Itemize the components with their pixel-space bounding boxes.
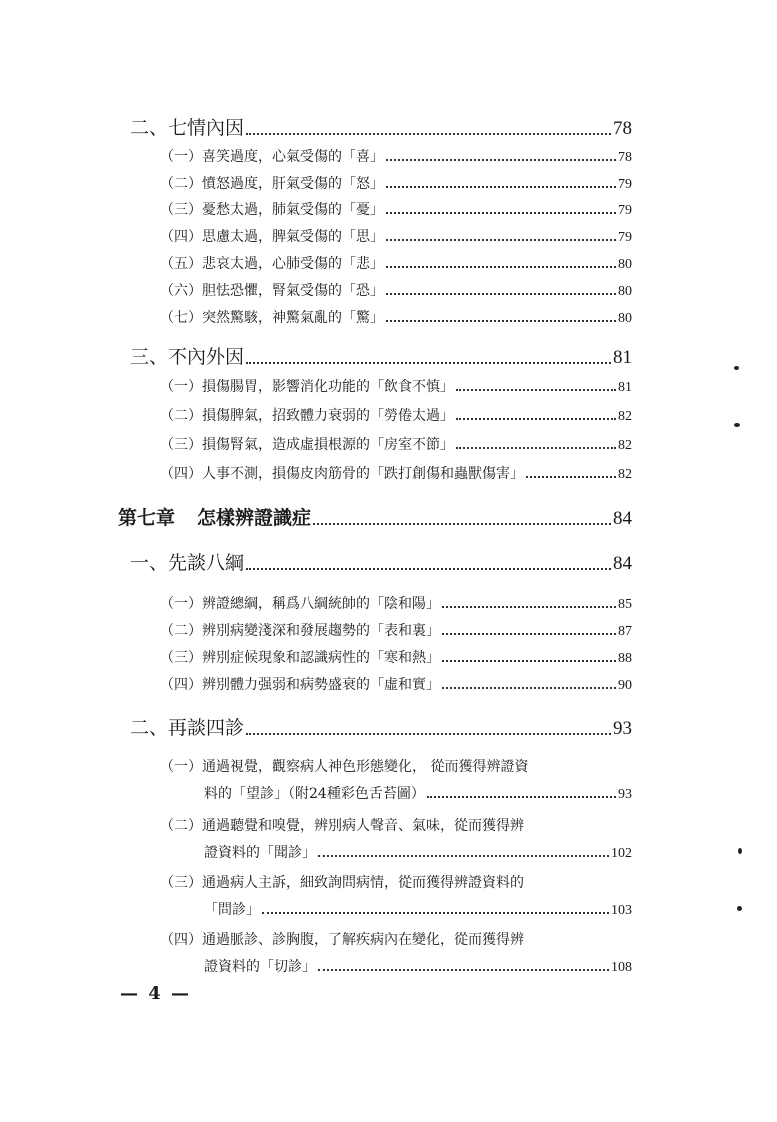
dot-leader [442, 660, 616, 662]
dot-leader [442, 606, 616, 608]
toc-chapter-seven [118, 504, 632, 530]
page-number: 78 [618, 150, 632, 165]
toc-item-line: （三）通過病人主訴，細致詢問病情，從而獲得辨證資料的 [160, 875, 524, 891]
dot-leader [386, 239, 616, 241]
page-number: 90 [618, 678, 632, 693]
toc-item [160, 226, 632, 246]
item-label: 證資料的「切診」 [204, 959, 316, 975]
item-label: 「問診」 [204, 902, 260, 918]
item-label: （七）突然驚駭，神驚氣亂的「驚」 [160, 310, 384, 326]
toc-item [204, 956, 632, 976]
toc-section-eight-principles [130, 549, 632, 575]
scan-speck [734, 423, 740, 427]
dot-leader [386, 212, 616, 214]
page-number: 102 [611, 846, 632, 861]
toc-item [160, 405, 632, 425]
dot-leader [318, 969, 609, 971]
dot-leader [442, 633, 616, 635]
page-number: 80 [618, 311, 632, 326]
item-label: （一）損傷腸胃，影響消化功能的「飲食不慎」 [160, 379, 454, 395]
dot-leader [313, 523, 611, 525]
toc-item-line: （二）通過聽覺和嗅覺，辨別病人聲音、氣味，從而獲得辨 [160, 818, 524, 834]
toc-section-four-diagnostics [130, 714, 632, 740]
scan-speck [738, 848, 742, 854]
dot-leader [262, 912, 609, 914]
dot-leader [386, 266, 616, 268]
toc-item [160, 253, 632, 273]
toc-item [160, 674, 632, 694]
dot-leader [427, 796, 616, 798]
item-label: （四）人事不測，損傷皮肉筋骨的「跌打創傷和蟲獸傷害」 [160, 466, 524, 482]
toc-item [160, 463, 632, 483]
item-label: （四）思慮太過，脾氣受傷的「思」 [160, 229, 384, 245]
dot-leader [386, 159, 616, 161]
item-label: （二）憤怒過度，肝氣受傷的「怒」 [160, 176, 384, 192]
dot-leader [386, 186, 616, 188]
page-number: 79 [618, 203, 632, 218]
page-number: 81 [618, 380, 632, 395]
toc-item [160, 376, 632, 396]
toc-item [204, 842, 632, 862]
item-label: （六）胆怯恐懼，腎氣受傷的「恐」 [160, 283, 384, 299]
page-number: 87 [618, 624, 632, 639]
dot-leader [246, 362, 611, 364]
chapter-number: 第七章 [118, 507, 176, 529]
page-number: 85 [618, 597, 632, 612]
toc-section-external-causes [130, 343, 632, 369]
dot-leader [526, 476, 616, 478]
page-number: 103 [611, 903, 632, 918]
page-number: 82 [618, 409, 632, 424]
page-number: 81 [613, 347, 632, 368]
page-number: 88 [618, 651, 632, 666]
toc-item [160, 307, 632, 327]
page-number: 82 [618, 438, 632, 453]
toc-item [204, 899, 632, 919]
toc-item [204, 783, 632, 803]
toc-item [160, 593, 632, 613]
page-number: 79 [618, 177, 632, 192]
dot-leader [246, 733, 611, 735]
toc-section-seven-emotions [130, 114, 632, 140]
item-label: （一）喜笑過度，心氣受傷的「喜」 [160, 149, 384, 165]
toc-item [160, 434, 632, 454]
item-label: （五）悲哀太過，心肺受傷的「悲」 [160, 256, 384, 272]
dot-leader [246, 568, 611, 570]
page-number: 80 [618, 257, 632, 272]
item-label: 料的「望診」（附24種彩色舌苔圖） [204, 786, 425, 802]
page-number: 79 [618, 230, 632, 245]
item-label: （一）辨證總綱，稱爲八綱統帥的「陰和陽」 [160, 596, 440, 612]
item-label: （三）辨別症候現象和認識病性的「寒和熱」 [160, 650, 440, 666]
page-number: 84 [613, 553, 632, 574]
toc-item [160, 199, 632, 219]
page-number: 80 [618, 284, 632, 299]
chapter-title: 怎樣辨證識症 [197, 507, 312, 529]
page-number: 108 [611, 960, 632, 975]
section-title: 一、先談八綱 [130, 552, 245, 574]
dot-leader [386, 320, 616, 322]
page-number: 93 [618, 787, 632, 802]
section-title: 三、不內外因 [130, 346, 245, 368]
toc-item [160, 620, 632, 640]
page-number: 82 [618, 467, 632, 482]
dot-leader [456, 389, 616, 391]
dot-leader [442, 687, 616, 689]
item-label: （二）辨別病變淺深和發展趨勢的「表和裏」 [160, 623, 440, 639]
dot-leader [456, 418, 616, 420]
item-label: （三）憂愁太過，肺氣受傷的「憂」 [160, 202, 384, 218]
dot-leader [386, 293, 616, 295]
page-folio: — 4 — [120, 983, 192, 1004]
item-label: 證資料的「聞診」 [204, 845, 316, 861]
page-number: 78 [613, 118, 632, 139]
item-label: （二）損傷脾氣，招致體力衰弱的「勞倦太過」 [160, 408, 454, 424]
toc-item [160, 173, 632, 193]
toc-item-line: （四）通過脈診、診胸腹，了解疾病內在變化，從而獲得辨 [160, 932, 524, 948]
scan-speck [734, 366, 739, 370]
dot-leader [456, 447, 616, 449]
toc-item [160, 647, 632, 667]
page-number: 84 [613, 508, 632, 529]
dot-leader [318, 855, 609, 857]
toc-item [160, 146, 632, 166]
scan-speck [737, 906, 742, 911]
item-label: （四）辨別體力强弱和病勢盛衰的「虛和實」 [160, 677, 440, 693]
section-title: 二、再談四診 [130, 717, 245, 739]
dot-leader [246, 133, 611, 135]
toc-item-line: （一）通過視覺，觀察病人神色形態變化， 從而獲得辨證資 [160, 759, 529, 775]
page-number: 93 [613, 718, 632, 739]
section-title: 二、七情內因 [130, 117, 245, 139]
item-label: （三）損傷腎氣，造成虛損根源的「房室不節」 [160, 437, 454, 453]
toc-item [160, 280, 632, 300]
